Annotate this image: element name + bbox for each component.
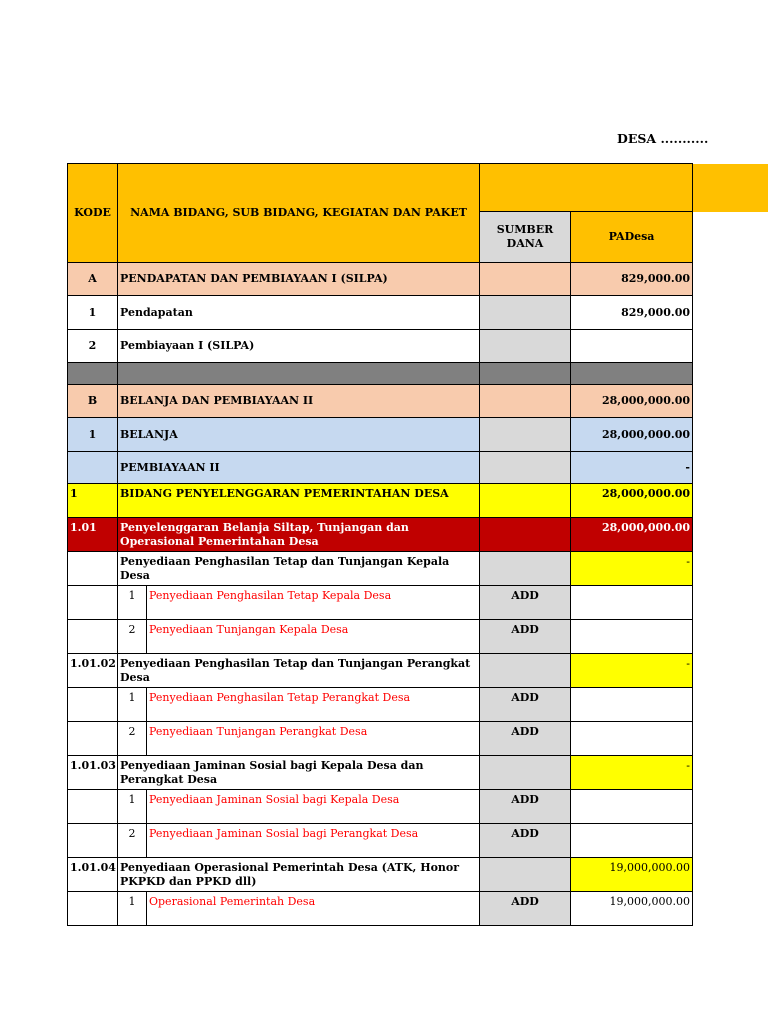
row-kode xyxy=(68,790,118,824)
row-nilai xyxy=(571,790,693,824)
table-row xyxy=(68,518,693,552)
row-nilai xyxy=(571,330,693,363)
row-nilai: - xyxy=(571,756,693,790)
table-row xyxy=(68,790,693,824)
row-nilai: 829,000.00 xyxy=(571,263,693,296)
row-nama: PENDAPATAN DAN PEMBIAYAAN I (SILPA) xyxy=(118,263,480,296)
row-kode xyxy=(68,586,118,620)
table-row xyxy=(68,620,693,654)
row-kode xyxy=(68,452,118,484)
row-nama: Penyediaan Penghasilan Tetap dan Tunjangan Kepala Desa xyxy=(118,552,480,586)
row-nama: BELANJA xyxy=(118,418,480,452)
table-row xyxy=(68,263,693,296)
row-sumber xyxy=(480,484,571,518)
row-no: 1 xyxy=(118,586,147,620)
table-row xyxy=(68,892,693,926)
row-nama: Penyediaan Jaminan Sosial bagi Kepala Desa xyxy=(147,790,480,824)
row-nama: Penyelenggaran Belanja Siltap, Tunjangan dan Operasional Pemerintahan Desa xyxy=(118,518,480,552)
row-sumber xyxy=(480,263,571,296)
row-nama: Pembiayaan I (SILPA) xyxy=(118,330,480,363)
row-kode: 1 xyxy=(68,418,118,452)
row-nilai: 19,000,000.00 xyxy=(571,892,693,926)
row-sumber xyxy=(480,330,571,363)
row-sumber xyxy=(480,418,571,452)
row-sumber: ADD xyxy=(480,892,571,926)
row-kode: A xyxy=(68,263,118,296)
row-sumber xyxy=(480,654,571,688)
table-row xyxy=(68,330,693,363)
row-nama: PEMBIAYAAN II xyxy=(118,452,480,484)
row-nilai xyxy=(571,586,693,620)
row-sumber: ADD xyxy=(480,586,571,620)
row-nilai: - xyxy=(571,654,693,688)
separator-row xyxy=(68,363,693,385)
row-nama: Penyediaan Jaminan Sosial bagi Kepala Desa dan Perangkat Desa xyxy=(118,756,480,790)
row-nama: Penyediaan Penghasilan Tetap Kepala Desa xyxy=(147,586,480,620)
row-sumber xyxy=(480,385,571,418)
table-row xyxy=(68,722,693,756)
row-nama: Penyediaan Penghasilan Tetap dan Tunjangan Perangkat Desa xyxy=(118,654,480,688)
row-kode xyxy=(68,722,118,756)
row-nama: Penyediaan Jaminan Sosial bagi Perangkat Desa xyxy=(147,824,480,858)
table-row xyxy=(68,858,693,892)
row-no: 2 xyxy=(118,824,147,858)
row-sumber xyxy=(480,552,571,586)
row-nilai xyxy=(571,722,693,756)
row-sumber xyxy=(480,756,571,790)
row-sumber: ADD xyxy=(480,824,571,858)
row-nilai: 28,000,000.00 xyxy=(571,518,693,552)
row-nama: BELANJA DAN PEMBIAYAAN II xyxy=(118,385,480,418)
row-sumber xyxy=(480,518,571,552)
row-kode xyxy=(68,824,118,858)
row-kode xyxy=(68,552,118,586)
table-row xyxy=(68,654,693,688)
row-nama: Penyediaan Penghasilan Tetap Perangkat Desa xyxy=(147,688,480,722)
row-nama: Penyediaan Tunjangan Kepala Desa xyxy=(147,620,480,654)
desa-title: DESA ........... xyxy=(617,131,709,146)
table-row xyxy=(68,484,693,518)
row-kode: 1.01 xyxy=(68,518,118,552)
row-nilai: 28,000,000.00 xyxy=(571,418,693,452)
row-kode: 1.01.03 xyxy=(68,756,118,790)
header-band xyxy=(480,164,693,212)
header-kode: KODE xyxy=(68,164,118,263)
row-no: 2 xyxy=(118,620,147,654)
table-row xyxy=(68,296,693,330)
row-kode xyxy=(68,620,118,654)
row-nilai: - xyxy=(571,452,693,484)
row-sumber xyxy=(480,858,571,892)
row-nilai: 19,000,000.00 xyxy=(571,858,693,892)
header-overflow-band xyxy=(692,164,768,212)
table-row xyxy=(68,586,693,620)
row-nama: Penyediaan Operasional Pemerintah Desa (ATK, Honor PKPKD dan PPKD dll) xyxy=(118,858,480,892)
table-row xyxy=(68,385,693,418)
row-kode: B xyxy=(68,385,118,418)
row-sumber xyxy=(480,296,571,330)
row-no: 1 xyxy=(118,790,147,824)
row-no: 1 xyxy=(118,688,147,722)
row-sumber: ADD xyxy=(480,620,571,654)
header-padesa: PADesa xyxy=(571,212,693,263)
row-kode: 2 xyxy=(68,330,118,363)
header-nama: NAMA BIDANG, SUB BIDANG, KEGIATAN DAN PAKET xyxy=(118,164,480,263)
row-nama: BIDANG PENYELENGGARAN PEMERINTAHAN DESA xyxy=(118,484,480,518)
row-no: 2 xyxy=(118,722,147,756)
row-kode xyxy=(68,892,118,926)
row-no: 1 xyxy=(118,892,147,926)
row-nilai xyxy=(571,688,693,722)
table-row xyxy=(68,452,693,484)
row-sumber: ADD xyxy=(480,722,571,756)
row-nama: Penyediaan Tunjangan Perangkat Desa xyxy=(147,722,480,756)
table-row xyxy=(68,756,693,790)
table-row xyxy=(68,418,693,452)
row-sumber: ADD xyxy=(480,790,571,824)
row-kode xyxy=(68,688,118,722)
row-nilai: 28,000,000.00 xyxy=(571,385,693,418)
row-kode: 1 xyxy=(68,296,118,330)
row-nama: Operasional Pemerintah Desa xyxy=(147,892,480,926)
row-nilai xyxy=(571,620,693,654)
row-kode: 1.01.02 xyxy=(68,654,118,688)
row-nilai: 28,000,000.00 xyxy=(571,484,693,518)
row-nama: Pendapatan xyxy=(118,296,480,330)
table-row xyxy=(68,688,693,722)
table-row xyxy=(68,552,693,586)
row-nilai: 829,000.00 xyxy=(571,296,693,330)
table-row xyxy=(68,824,693,858)
header-sumber-dana: SUMBER DANA xyxy=(480,212,571,263)
row-kode: 1 xyxy=(68,484,118,518)
row-kode: 1.01.04 xyxy=(68,858,118,892)
budget-table xyxy=(67,163,693,926)
row-nilai: - xyxy=(571,552,693,586)
row-nilai xyxy=(571,824,693,858)
row-sumber: ADD xyxy=(480,688,571,722)
header-row xyxy=(68,164,693,212)
row-sumber xyxy=(480,452,571,484)
